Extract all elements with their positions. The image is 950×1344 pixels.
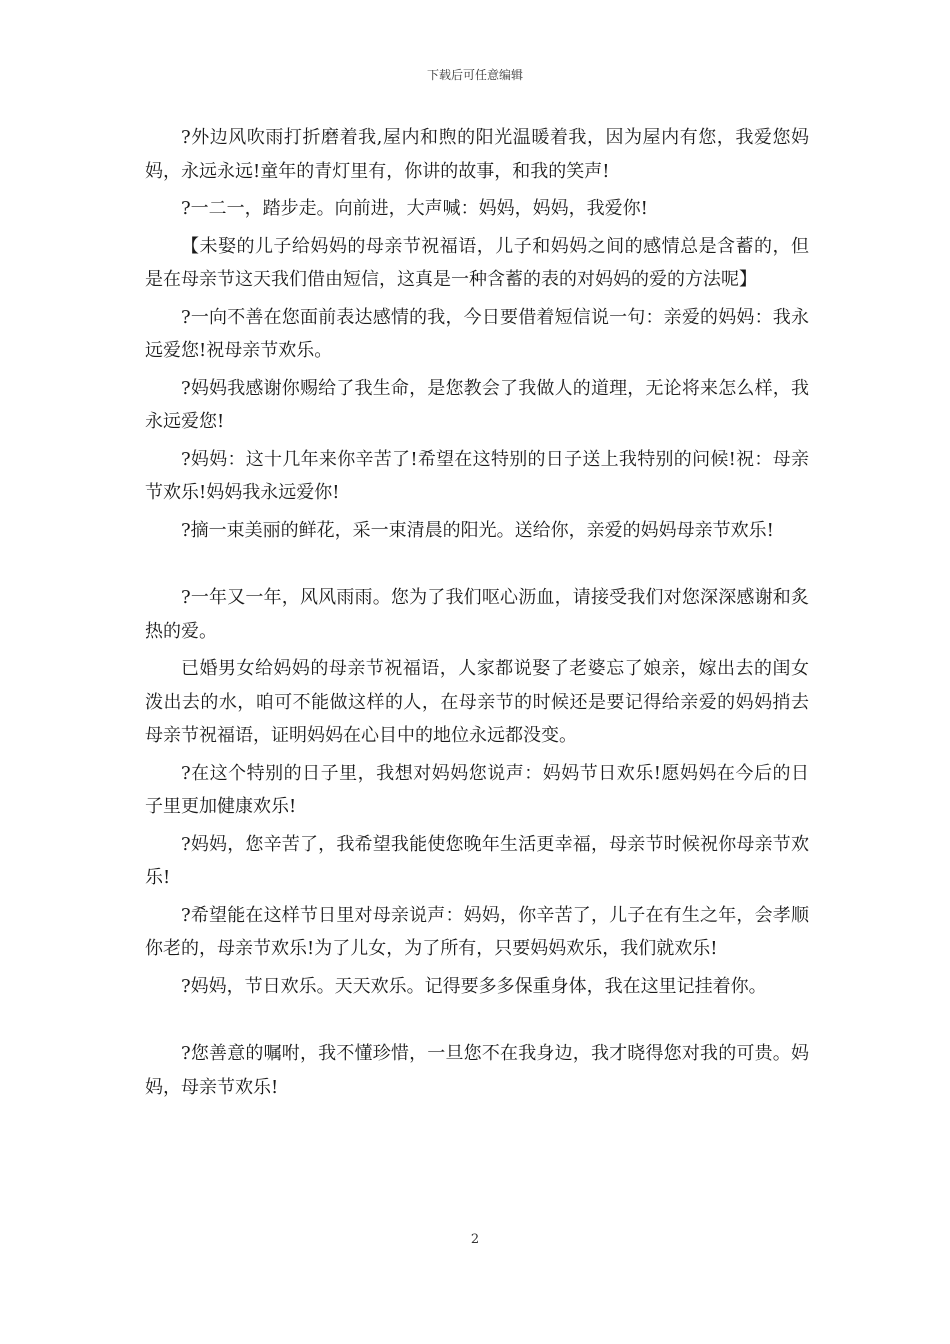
paragraph: ?一年又一年，风风雨雨。您为了我们呕心沥血，请接受我们对您深深感谢和炙热的爱。 <box>145 587 809 642</box>
page-number: 2 <box>470 1232 480 1247</box>
paragraph: ?在这个特别的日子里，我想对妈妈您说声：妈妈节日欢乐!愿妈妈在今后的日子里更加健康欢乐! <box>145 762 809 817</box>
paragraph: ?一二一，踏步走。向前进，大声喊：妈妈，妈妈，我爱你! <box>181 198 648 219</box>
paragraph: ?妈妈我感谢你赐给了我生命，是您教会了我做人的道理，无论将来怎么样，我永远爱您! <box>145 377 809 432</box>
paragraph: ?希望能在这样节日里对母亲说声：妈妈，你辛苦了，儿子在有生之年，会孝顺你老的，母亲节欢乐!为了儿女，为了所有，只要妈妈欢乐，我们就欢乐! <box>145 904 809 959</box>
paragraph: ?摘一束美丽的鲜花，采一束清晨的阳光。送给你，亲爱的妈妈母亲节欢乐! <box>181 519 774 541</box>
paragraph: ?外边风吹雨打折磨着我,屋内和煦的阳光温暖着我，因为屋内有您，我爱您妈妈，永远永远!童年的青灯里有，你讲的故事，和我的笑声! <box>145 127 809 182</box>
paragraph: ?您善意的嘱咐，我不懂珍惜，一旦您不在我身边，我才晓得您对我的可贵。妈妈，母亲节欢乐! <box>145 1043 809 1098</box>
paragraph: 已婚男女给妈妈的母亲节祝福语，人家都说娶了老婆忘了娘亲，嫁出去的闺女泼出去的水，咱可不能做这样的人，在母亲节的时候还是要记得给亲爱的妈妈捎去母亲节祝福语，证明妈妈在心目中的地位永远都没变。 <box>145 658 809 746</box>
paragraph: ?妈妈，节日欢乐。天天欢乐。记得要多多保重身体，我在这里记挂着你。 <box>181 975 767 997</box>
paragraph: 【未娶的儿子给妈妈的母亲节祝福语，儿子和妈妈之间的感情总是含蓄的，但是在母亲节这天我们借由短信，这真是一种含蓄的表的对妈妈的爱的方法呢】 <box>145 235 809 290</box>
paragraph: ?妈妈：这十几年来你辛苦了!希望在这特别的日子送上我特别的问候!祝：母亲节欢乐!妈妈我永远爱你! <box>145 448 809 503</box>
page-header: 下载后可任意编辑 <box>426 68 523 82</box>
paragraph: ?妈妈，您辛苦了，我希望我能使您晚年生活更幸福，母亲节时候祝你母亲节欢乐! <box>145 833 809 888</box>
document-body <box>145 121 809 1108</box>
paragraph: ?一向不善在您面前表达感情的我，今日要借着短信说一句：亲爱的妈妈：我永远爱您!祝母亲节欢乐。 <box>145 306 809 361</box>
